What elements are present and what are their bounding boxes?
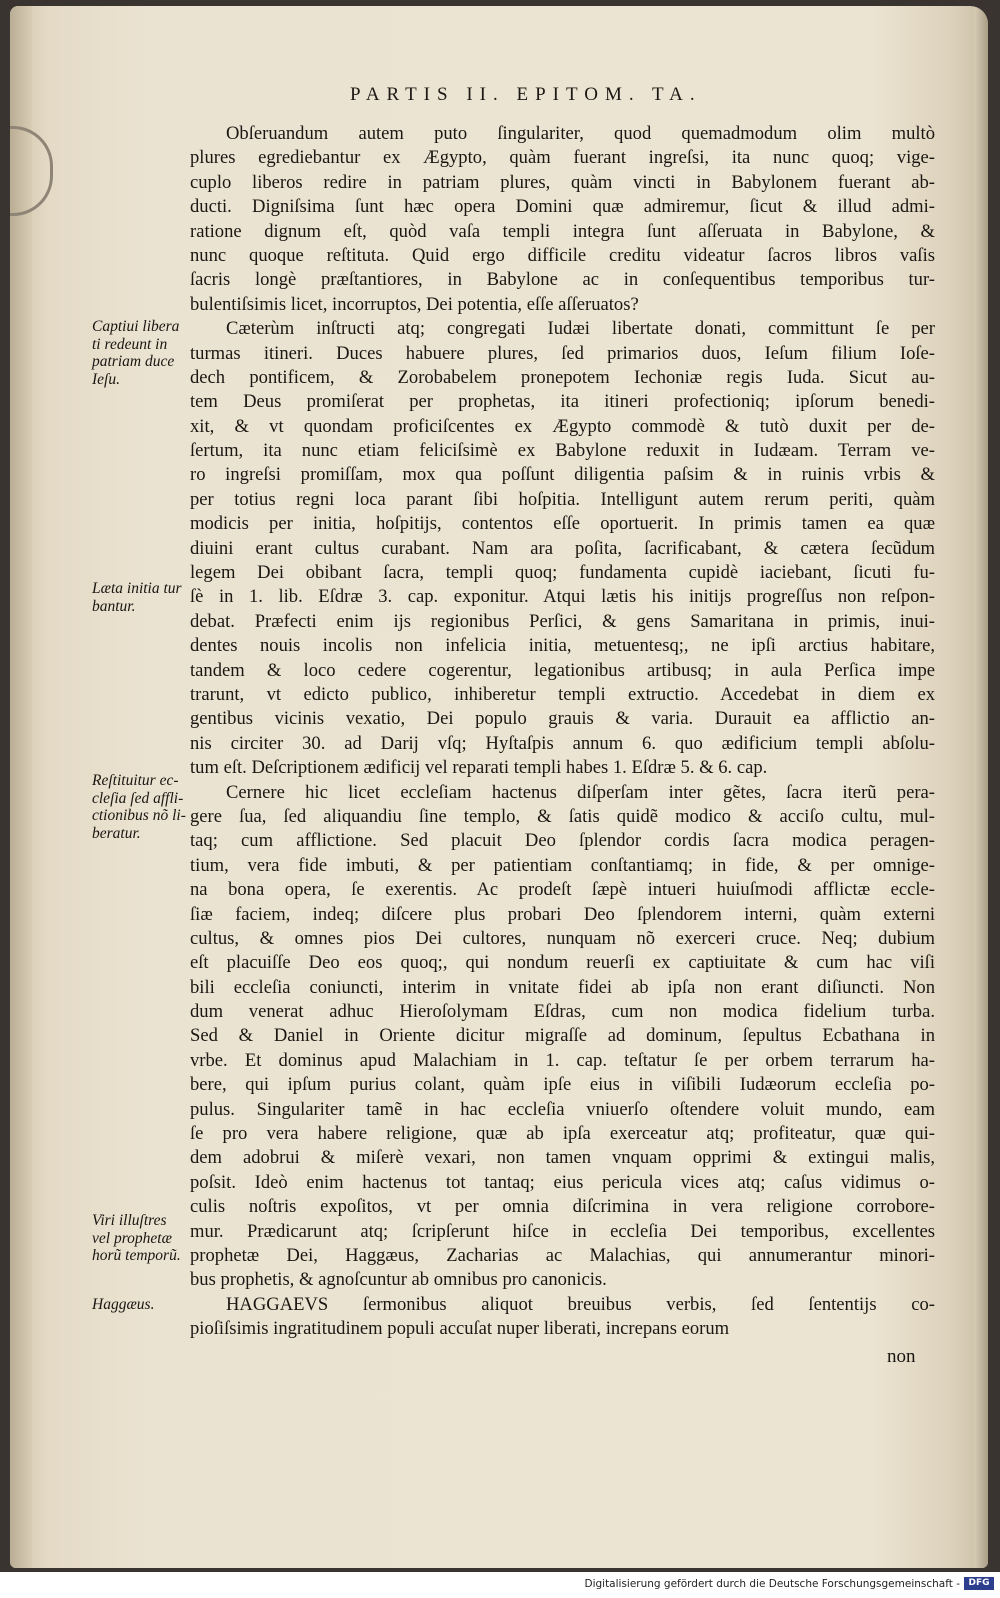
text-line: gere ſua, ſed aliquandiu ſine templo, & ſatis quidẽ modico & acciſo cultu, mul- (190, 805, 935, 827)
text-line: cultus, & omnes pios Dei cultores, nunquam nõ exerceri cruce. Neq; dubium (190, 927, 935, 949)
text-line: vrbe. Et dominus apud Malachiam in 1. cap. teſtatur ſe per orbem terrarum ha- (190, 1049, 935, 1071)
text-line: dem adobrui & miſerè vexari, non tamen vnquam opprimi & extingui malis, (190, 1147, 935, 1169)
margin-note-line: ctionibus nõ li- (92, 807, 186, 824)
margin-note-line: beratur. (92, 824, 141, 842)
margin-note-line: vel prophetæ (92, 1229, 172, 1247)
text-line: diuini erant cultus curabant. Nam ara poſita, ſacrificabant, & cætera ſecũdum (190, 537, 935, 559)
text-line: nis circiter 30. ad Darij vſq; Hyſtaſpis annum 6. quo ædificium templi abſolu- (190, 732, 935, 754)
margin-note-viri (92, 1212, 192, 1265)
text-line: Cernere hic licet eccleſiam hactenus diſperſam inter gẽtes, ſacra iterũ pera- (226, 781, 935, 803)
margin-note-line: patriam duce (92, 353, 175, 370)
text-line: plures egrediebantur ex Ægypto, quàm fuerant ingreſsi, ita nunc quoq; vige- (190, 147, 935, 169)
margin-note-line: Ieſu. (92, 370, 120, 388)
margin-note-line: horũ temporũ. (92, 1247, 181, 1264)
text-line: pioſiſsimis ingratitudinem populi accuſat nuper liberati, increpans eorum (190, 1318, 730, 1340)
text-line: bere, qui ipſum purius colant, quàm ipſe eius in viſibili Iudæorum eccleſia po- (190, 1074, 935, 1096)
text-line: tium, vera fide imbuti, & per patientiam conſtantiamq; in fide, & per omnige- (190, 854, 935, 876)
text-line: Sed & Daniel in Oriente dicitur migraſſe ad dominum, ſepultus Ecbathana in (190, 1025, 935, 1047)
footer-credit: Digitalisierung gefördert durch die Deutsche Forschungsgemeinschaft - (584, 1578, 960, 1590)
running-head: PARTIS II. EPITOM. TA. (350, 84, 702, 105)
page-fore-edge (974, 6, 988, 1568)
margin-note-line: Haggæus. (92, 1296, 155, 1313)
text-line: taq; cum afflictione. Sed placuit Deo ſplendor cordis ſacra modica peragen- (190, 830, 935, 852)
margin-note-laeta (92, 580, 192, 615)
text-line: nunc quoque reſtituta. Quid ergo difficile creditu videatur ſacros libros vaſis (190, 244, 935, 266)
text-line: modicis per initia, hoſpitijs, contentos eſſe oportuerit. In primis tamen ea quæ (190, 513, 935, 535)
text-line: poſsit. Ideò enim hactenus tot tantaq; eius pericula vices atq; caſus vidimus o- (190, 1171, 935, 1193)
text-line: eſt placuiſſe Deo eos quoq;, qui nondum reuerſi ex captiuitate & cum hac viſi (190, 952, 935, 974)
margin-note-line: Captiui libera (92, 318, 180, 335)
text-line: ſiæ faciem, indeq; diſcere plus probari Deo ſplendorem interni, quàm externi (190, 903, 935, 925)
text-line: tandem & loco cedere cogerentur, legationibus artibusq; in aula Perſica impe (190, 659, 935, 681)
text-line: tem Deus promiſerat per prophetas, ita itineri profectioniq; ipſorum benedi- (190, 391, 935, 413)
main-text (190, 122, 935, 1342)
text-line: ſertum, ita nunc etiam feliciſsimè ex Babylone reduxit in Iudæam. Terram ve- (190, 440, 935, 462)
margin-note-line: ti redeunt in (92, 335, 168, 353)
text-line: ducti. Digniſsima ſunt hæc opera Domini quæ admiremur, ſicut & illud admi- (190, 196, 935, 218)
margin-note-captivi (92, 318, 192, 388)
text-line: dech pontificem, & Zorobabelem pronepotem Iechoniæ regis Iuda. Sicut au- (190, 366, 935, 388)
text-line: turmas itineri. Duces habuere plures, ſed primarios duos, Ieſum filium Ioſe- (190, 342, 935, 364)
margin-note-line: Viri illuſtres (92, 1212, 167, 1229)
text-line: dum venerat adhuc Hieroſolymam Eſdras, cum non modica fidelium turba. (190, 1001, 935, 1023)
text-line: gentibus vicinis vexatio, Dei populo grauis & varia. Durauit ea afflictio an- (190, 708, 935, 730)
margin-note-restituitur (92, 772, 192, 842)
text-line: bulentiſsimis licet, incorruptos, Dei potentia, eſſe aſſeruatos? (190, 293, 639, 315)
text-line: bus prophetis, & agnoſcuntur ab omnibus pro canonicis. (190, 1269, 607, 1291)
text-line: culis noſtris expoſitos, vt per omnia diſcrimina in vera religione corrobore- (190, 1196, 935, 1218)
dfg-logo: DFG (964, 1577, 994, 1590)
catchword: non (887, 1346, 916, 1367)
text-line: per totius regni loca parant ſibi hoſpitia. Intelligunt autem rerum periti, quàm (190, 488, 935, 510)
text-line: na bona opera, ſe exerentis. Ac prodeſt ſæpè intueri huiuſmodi afflictæ eccle- (190, 879, 935, 901)
text-line: ſacris longè præſtantiores, in Babylone ac in conſequentibus temporibus tur- (190, 269, 935, 291)
text-line: mur. Prædicarunt atq; ſcripſerunt hiſce in eccleſia Dei temporibus, excellentes (190, 1220, 935, 1242)
binding-ring (10, 126, 53, 216)
text-line: cuplo liberos redire in patriam plures, quàm vincti in Babylonem fuerant ab- (190, 171, 935, 193)
text-line: ro ingreſsi promiſſam, mox qua poſſunt diligentia paſsim & in ruinis vrbis & (190, 464, 935, 486)
text-line: legem Dei obibant ſacra, templi quoq; fundamenta cupidè iaciebant, ſicuti fu- (190, 562, 935, 584)
margin-note-line: Reſtituitur ec- (92, 772, 179, 789)
text-line: Cæterùm inſtructi atq; congregati Iudæi libertate donati, committunt ſe per (226, 318, 935, 340)
text-line: pulus. Singulariter tamẽ in hac eccleſia vniuerſo oſtendere voluit mundo, eam (190, 1098, 935, 1120)
page-gutter (10, 6, 32, 1568)
margin-note-haggaeus (92, 1296, 192, 1314)
text-line: dentes nouis incolis non infelicia initia, metuentesq;, ne ipſi arctius habitare, (190, 635, 935, 657)
text-line: ſè in 1. lib. Eſdræ 3. cap. exponitur. Atqui lætis his initijs progreſſus non reſpon- (190, 586, 935, 608)
text-line: Obſeruandum autem puto ſingulariter, quod quemadmodum olim multò (226, 123, 935, 144)
text-line: debat. Præfecti enim ijs regionibus Perſici, & gens Samaritana in primis, inui- (190, 610, 935, 632)
text-line: tum eſt. Deſcriptionem ædificij vel reparati templi habes 1. Eſdræ 5. & 6. cap. (190, 757, 768, 779)
text-line: bili eccleſia coniuncti, interim in vnitate fidei ab ipſa non erant diſiuncti. Non (190, 976, 935, 998)
text-line: xit, & vt quondam proficiſcentes ex Ægypto commodè & tutò duxit per de- (190, 415, 935, 437)
text-line: prophetæ Dei, Haggæus, Zacharias ac Malachias, qui annumerantur minori- (190, 1244, 935, 1266)
text-line: ratione dignum eſt, quòd vaſa templi integra ſunt aſſeruata in Babylone, & (190, 220, 935, 242)
text-line: HAGGAEVS ſermonibus aliquot breuibus verbis, ſed ſententijs co- (226, 1293, 935, 1315)
margin-note-line: bantur. (92, 597, 136, 615)
text-line: ſe pro vera habere religione, quæ ab ipſa exerceatur atq; profiteatur, quæ qui- (190, 1123, 935, 1145)
text-line: trarunt, vt edicto publico, inhiberetur templi extructio. Accedebat in diem ex (190, 683, 935, 705)
margin-note-line: Læta initia tur (92, 580, 182, 597)
margin-note-line: cleſia ſed affli- (92, 789, 184, 807)
